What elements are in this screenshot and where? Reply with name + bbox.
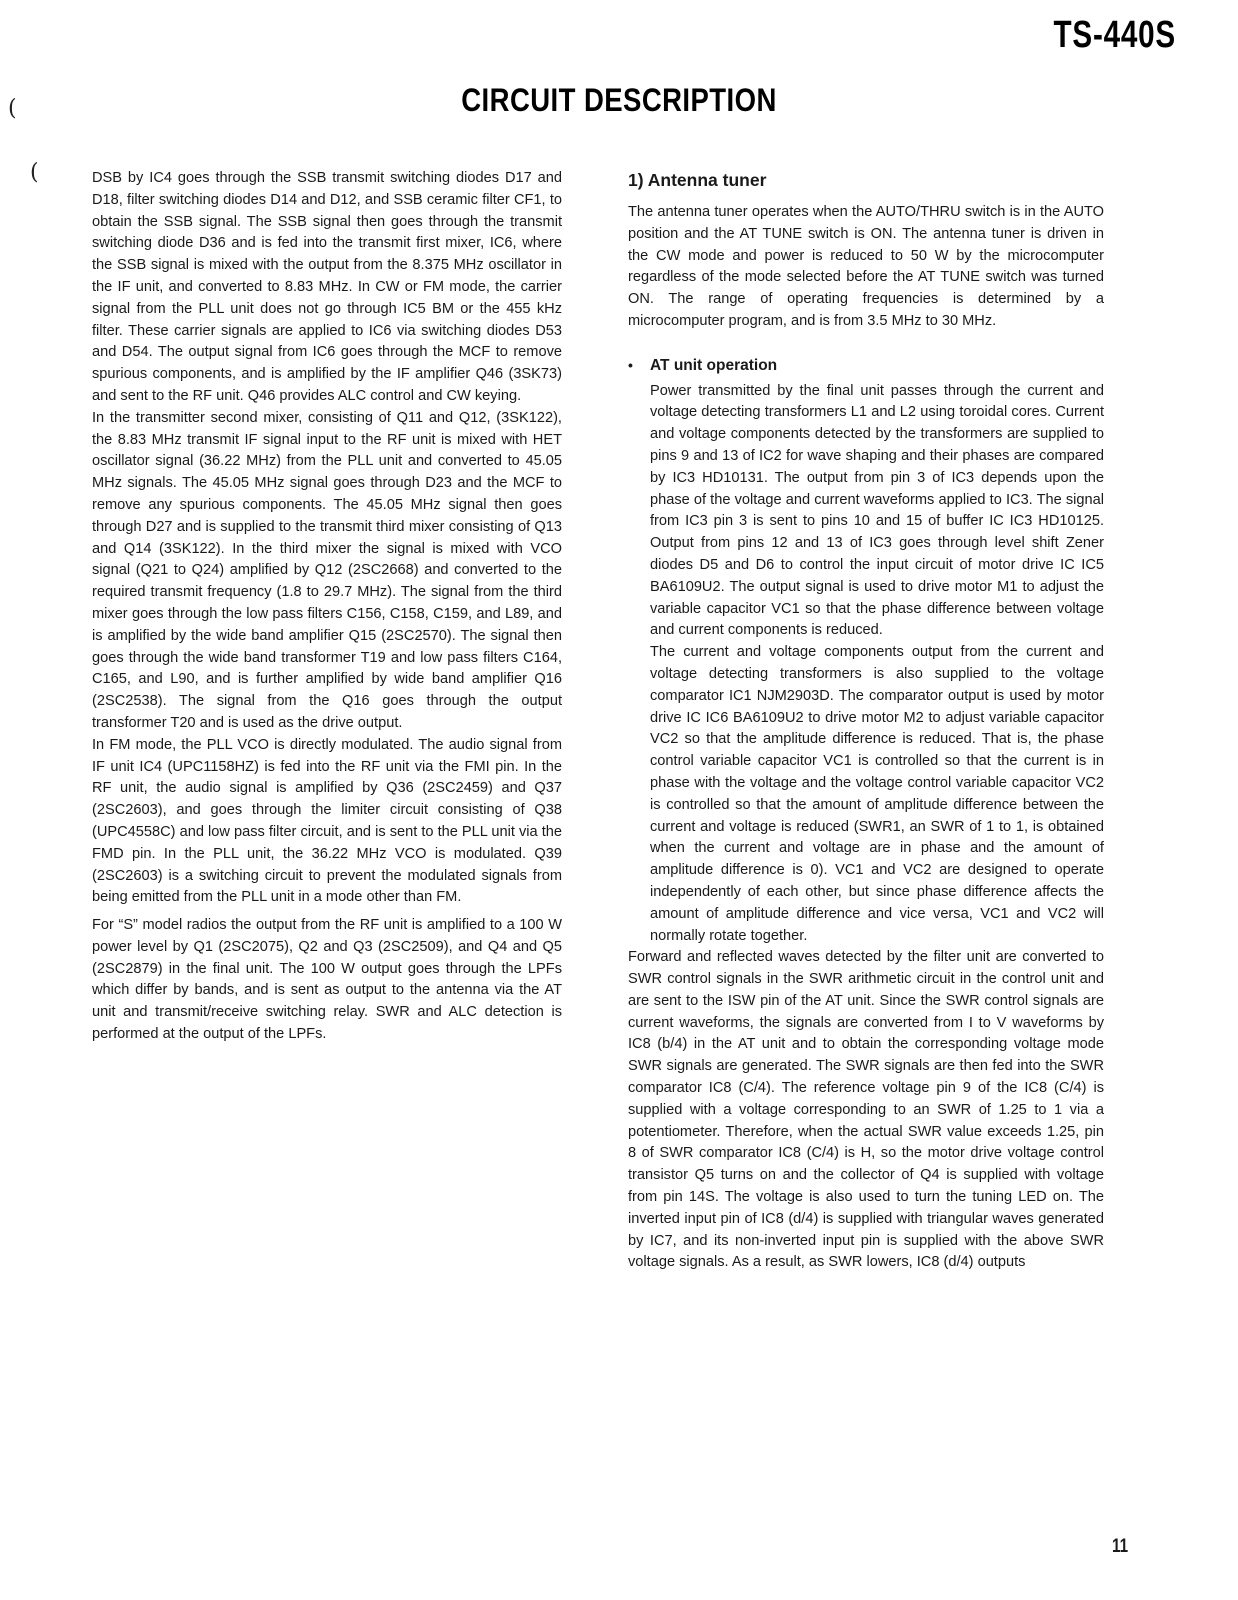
sub-heading-label: AT unit operation [650, 356, 778, 374]
section-heading: 1) Antenna tuner [628, 170, 767, 190]
binding-mark: ( [8, 96, 17, 121]
sub-heading [628, 355, 1104, 377]
paragraph: In the transmitter second mixer, consisting of Q11 and Q12, (3SK122), the 8.83 MHz transmit IF signal input to the RF unit is mixed with HET oscillator signal (36.22 MHz) from the PLL unit and converted to 45.05 MHz signals. The 45.05 MHz signal goes through D23 and the MCF to remove any spurious components. The 45.05 MHz signal then goes through D27 and is supplied to the transmit third mixer consisting of Q13 and Q14 (3SK122). In the third mixer the signal is mixed with VCO signal (Q21 to Q24) amplified by Q12 (2SC2668) and converted to the required transmit frequency (1.8 to 29.7 MHz). The signal from the third mixer goes through the low pass filters C156, C158, C159, and L89, and is amplified by the wide band amplifier Q15 (2SC2570). The signal then goes through the wide band transformer T19 and low pass filters C164, C165, and L90, and is further amplified by wide band amplifier Q16 (2SC2538). The signal from the Q16 goes through the output transformer T20 and is used as the drive output. [92, 409, 562, 731]
left-column [92, 168, 562, 1046]
right-column [628, 168, 1104, 1274]
binding-mark: ( [30, 160, 39, 185]
indented-block [628, 381, 1104, 948]
page-number: 11 [1111, 1536, 1128, 1557]
paragraph: For “S” model radios the output from the RF unit is amplified to a 100 W power level by Q1 (2SC2075), Q2 and Q3 (2SC2509), and Q4 and Q5 (2SC2879) in the final unit. The 100 W output goes through the LPFs which differ by bands, and is sent as output to the antenna via the AT unit and transmit/receive switching relay. SWR and ALC detection is performed at the output of the LPFs. [92, 917, 562, 1043]
bullet-icon: • [628, 356, 633, 373]
paragraph: Power transmitted by the final unit passes through the current and voltage detecting transformers L1 and L2 using toroidal cores. Current and voltage components detected by the transformers are supplied to pins 9 and 13 of IC2 for wave shaping and their phases are compared by IC3 HD10131. The output from pin 3 of IC3 depends upon the phase of the voltage and current waveforms applied to IC3. The signal from IC3 pin 3 is sent to pins 10 and 15 of buffer IC IC3 HD10125. Output from pins 12 and 13 of IC3 goes through level shift Zener diodes D5 and D6 to control the input circuit of motor drive IC IC5 BA6109U2. The output signal is used to drive motor M1 to adjust the variable capacitor VC1 so that the phase difference between voltage and current components is reduced. [650, 382, 1104, 639]
paragraph: DSB by IC4 goes through the SSB transmit switching diodes D17 and D18, filter switching diodes D14 and D12, and SSB ceramic filter CF1, to obtain the SSB signal. The SSB signal then goes through the transmit switching diode D36 and is fed into the transmit first mixer, IC6, where the SSB signal is mixed with the output from the 8.375 MHz oscillator in the IF unit, and converted to 8.83 MHz. In CW or FM mode, the carrier signal from the PLL unit does not go through IC5 BM or the 455 kHz filter. These carrier signals are applied to IC6 via switching diodes D53 and D54. The output signal from IC6 goes through the MCF to remove spurious components, and is amplified by the IF amplifier Q46 (3SK73) and sent to the RF unit. Q46 provides ALC control and CW keying. [92, 170, 562, 404]
paragraph: Forward and reflected waves detected by the filter unit are converted to SWR control signals in the SWR arithmetic circuit in the control unit and are sent to the ISW pin of the AT unit. Since the SWR control signals are current waveforms, the signals are converted from I to V waveforms by IC8 (b/4) in the AT unit and to obtain the corresponding voltage mode SWR signals are generated. The SWR signals are then fed into the SWR comparator IC8 (C/4). The reference voltage pin 9 of the IC8 (C/4) is supplied with a voltage corresponding to an SWR of 1.25 to 1 via a potentiometer. Therefore, when the actual SWR value exceeds 1.25, pin 8 of SWR comparator IC8 (C/4) is H, so the motor drive voltage control transistor Q5 turns on and the collector of Q4 is supplied with voltage from pin 14S. The voltage is also used to turn the tuning LED on. The inverted input pin of IC8 (d/4) is supplied with triangular waves generated by IC7, and its non-inverted input pin is supplied with the above SWR voltage signals. As a result, as SWR lowers, IC8 (d/4) outputs [628, 949, 1104, 1271]
paragraph: The antenna tuner operates when the AUTO/THRU switch is in the AUTO position and the AT TUNE switch is ON. The antenna tuner is driven in the CW mode and power is reduced to 50 W by the microcomputer regardless of the mode selected before the AT TUNE switch was turned ON. The range of operating frequencies is determined by a microcomputer program, and is from 3.5 MHz to 30 MHz. [628, 204, 1104, 329]
model-label: TS-440S [1053, 14, 1176, 56]
page-title: CIRCUIT DESCRIPTION [461, 82, 777, 118]
paragraph: In FM mode, the PLL VCO is directly modulated. The audio signal from IF unit IC4 (UPC1158HZ) is fed into the RF unit via the FMI pin. In the RF unit, the audio signal is amplified by Q36 (2SC2459) and Q37 (2SC2603), and goes through the limiter circuit consisting of Q38 (UPC4558C) and low pass filter circuit, and is sent to the PLL unit via the FMD pin. In the PLL unit, the 36.22 MHz VCO is modulated. Q39 (2SC2603) is a switching circuit to prevent the modulated signals from being emitted from the PLL unit in a mode other than FM. [92, 736, 562, 906]
paragraph: The current and voltage components output from the current and voltage detecting transformers is also supplied to the voltage comparator IC1 NJM2903D. The comparator output is used by motor drive IC IC6 BA6109U2 to drive motor M2 to adjust variable capacitor VC2 so that the amplitude difference is reduced. That is, the phase control variable capacitor VC1 is controlled so that the current is in phase with the voltage and the voltage control variable capacitor VC2 is controlled so that the amount of amplitude difference between the current and voltage is reduced (SWR1, an SWR of 1 to 1, is obtained when the current and voltage are in phase and the amount of amplitude difference is 0). VC1 and VC2 are designed to operate independently of each other, but since phase difference affects the amount of amplitude difference and vice versa, VC1 and VC2 will normally rotate together. [650, 644, 1104, 944]
